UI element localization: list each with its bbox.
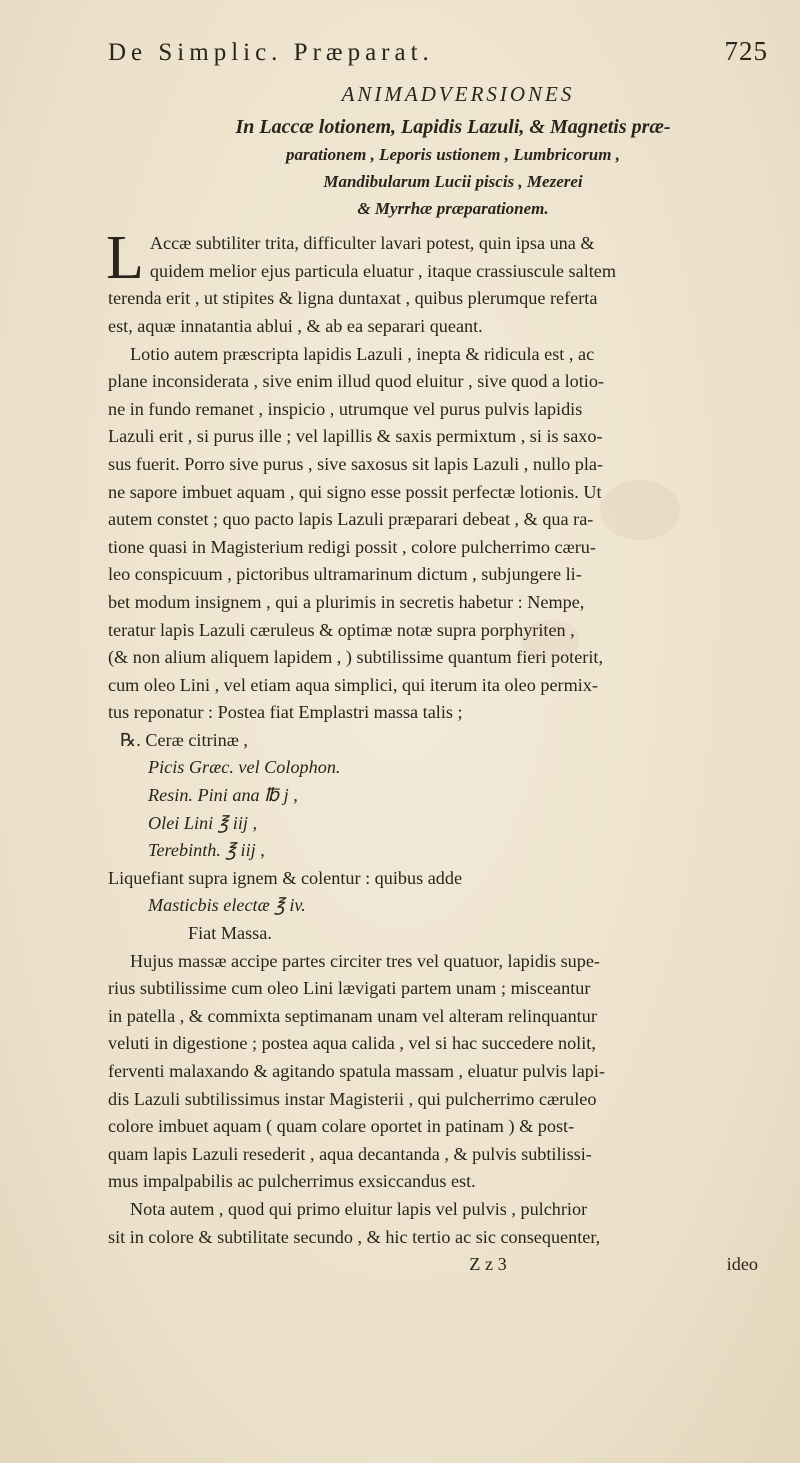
- paragraph-lacca: [106, 224, 768, 340]
- subtitle-line: Mandibularum Lucii piscis , Mezerei: [323, 172, 583, 192]
- text-line: ferventi malaxando & agitando spatula massam , eluatur pulvis lapi-: [108, 1061, 605, 1081]
- text-line: Accæ subtiliter trita, difficulter lavari potest, quin ipsa una &: [149, 233, 595, 254]
- text-line: rius subtilissime cum oleo Lini lævigati partem unam ; misceantur: [108, 978, 591, 999]
- text-line: terenda erit , ut stipites & ligna duntaxat , quibus plerumque referta: [108, 288, 598, 309]
- text-line: veluti in digestione ; postea aqua calida , vel si hac succedere nolit,: [108, 1033, 596, 1054]
- text-line: (& non alium aliquem lapidem , ) subtilissime quantum fieri poterit,: [108, 647, 604, 668]
- recipe-ingredient: Masticbis electæ ℥ iv.: [148, 895, 306, 916]
- text-line: Hujus massæ accipe partes circiter tres vel quatuor, lapidis supe-: [130, 950, 600, 971]
- text-line: teratur lapis Lazuli cæruleus & optimæ notæ supra porphyriten ,: [108, 619, 575, 640]
- text-line: quidem melior ejus particula eluatur , itaque crassiuscule saltem: [149, 260, 617, 281]
- text-line: Lotio autem præscripta lapidis Lazuli , inepta & ridicula est , ac: [130, 343, 595, 364]
- text-line: cum oleo Lini , vel etiam aqua simplici, qui iterum ita oleo permix-: [108, 674, 598, 695]
- text-line: tione quasi in Magisterium redigi possit , colore pulcherrimo cæru-: [108, 536, 596, 557]
- recipe-block: [108, 727, 768, 948]
- running-head-title: De Simplic. Præparat.: [108, 39, 434, 66]
- subtitle-line: parationem , Leporis ustionem , Lumbricorum ,: [286, 145, 620, 165]
- running-head: [108, 38, 768, 67]
- text-line: Lazuli erit , si purus ille ; vel lapillis & saxis permixtum , si is saxo-: [108, 426, 603, 447]
- text-line: est, aquæ innatantia ablui , & ab ea separari queant.: [108, 315, 483, 336]
- text-line: ne in fundo remanet , inspicio , utrumque vel purus pulvis lapidis: [108, 398, 583, 419]
- paragraph-nota: [108, 1196, 768, 1251]
- recipe-ingredient: Olei Lini ℥ iij ,: [148, 812, 258, 833]
- text-line: tus reponatur : Postea fiat Emplastri massa talis ;: [108, 702, 463, 723]
- page-content: [108, 38, 768, 1279]
- page-footer: [108, 1251, 768, 1279]
- recipe-rx-line: ℞. Ceræ citrinæ ,: [120, 729, 248, 750]
- text-line: in patella , & commixta septimanam unam vel alteram relinquantur: [108, 1005, 597, 1026]
- subtitle-line: & Myrrhæ præparationem.: [357, 199, 549, 219]
- text-line: bet modum insignem , qui a plurimis in secretis habetur : Nempe,: [108, 591, 585, 612]
- paragraph-lapis-lazuli: [108, 341, 768, 727]
- recipe-ingredient: Picis Græc. vel Colophon.: [148, 757, 341, 778]
- recipe-instruction: Liquefiant supra ignem & colentur : quibus adde: [108, 867, 463, 888]
- catchword: ideo: [726, 1254, 758, 1275]
- subtitle-line: In Laccæ lotionem, Lapidis Lazuli, & Magnetis præ-: [235, 116, 671, 139]
- text-line: ne sapore imbuet aquam , qui signo esse possit perfectæ lotionis. Ut: [108, 481, 602, 502]
- recipe-fiat: Fiat Massa.: [188, 923, 272, 944]
- section-title: ANIMADVERSIONES: [341, 81, 575, 106]
- recipe-ingredient: Terebinth. ℥ iij ,: [148, 840, 265, 861]
- signature-mark: Z z 3: [469, 1254, 507, 1275]
- text-line: sit in colore & subtilitate secundo , & hic tertio ac sic consequenter,: [108, 1226, 601, 1247]
- drop-capital: L: [106, 224, 144, 293]
- text-line: mus impalpabilis ac pulcherrimus exsiccandus est.: [108, 1171, 476, 1192]
- section-subtitle: [138, 114, 768, 222]
- text-line: autem constet ; quo pacto lapis Lazuli præparari debeat , & qua ra-: [108, 509, 594, 530]
- text-line: dis Lazuli subtilissimus instar Magisterii , qui pulcherrimo cæruleo: [108, 1088, 597, 1109]
- text-line: leo conspicuum , pictoribus ultramarinum dictum , subjungere li-: [108, 564, 582, 585]
- text-line: quam lapis Lazuli resederit , aqua decantanda , & pulvis subtilissi-: [108, 1143, 592, 1164]
- text-line: Nota autem , quod qui primo eluitur lapis vel pulvis , pulchrior: [130, 1198, 588, 1219]
- text-line: colore imbuet aquam ( quam colare oportet in patinam ) & post-: [108, 1116, 575, 1137]
- paragraph-massa: [108, 948, 768, 1196]
- text-line: plane inconsiderata , sive enim illud quod eluitur , sive quod a lotio-: [108, 371, 605, 392]
- text-line: sus fuerit. Porro sive purus , sive saxosus sit lapis Lazuli , nullo pla-: [108, 453, 604, 474]
- page-number: 725: [724, 36, 768, 66]
- recipe-ingredient: Resin. Pini ana ℔ j ,: [148, 785, 298, 806]
